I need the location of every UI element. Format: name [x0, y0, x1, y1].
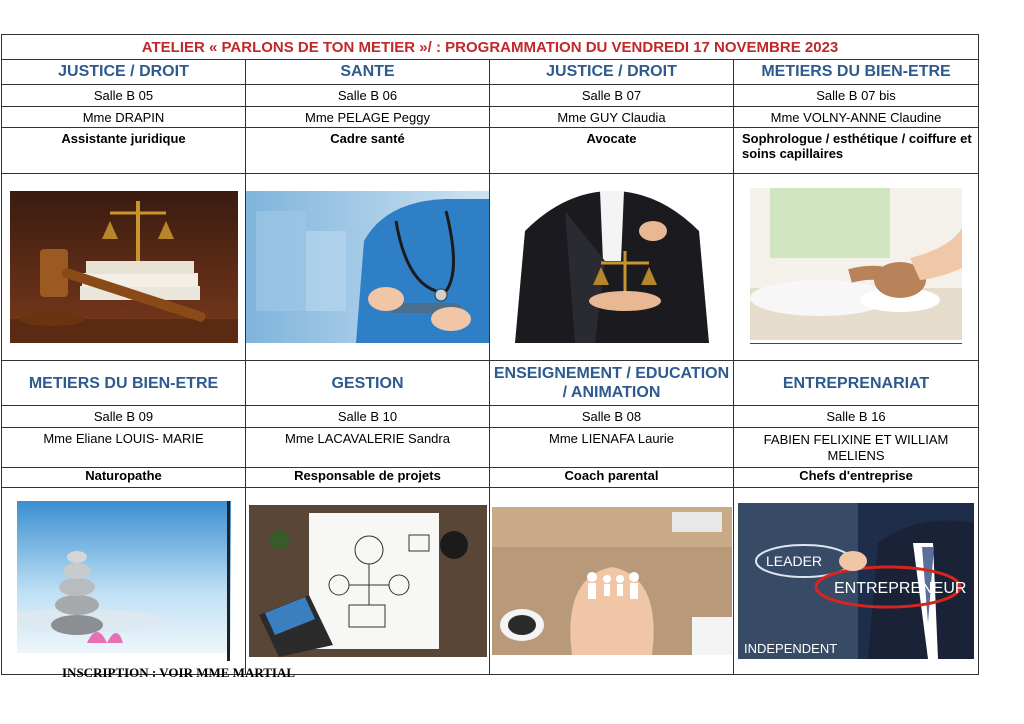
job-title: Responsable de projets	[246, 468, 490, 488]
project-planning-desk-image	[249, 505, 487, 657]
speaker-name: Mme Eliane LOUIS- MARIE	[2, 428, 246, 468]
category-heading: METIERS DU BIEN-ETRE	[734, 60, 979, 85]
leader-text: LEADER	[766, 553, 823, 569]
gavel-scales-books-image	[10, 191, 238, 343]
category-heading: SANTE	[246, 60, 490, 85]
room-label: Salle B 07	[490, 85, 734, 107]
speaker-name: Mme LIENAFA Laurie	[490, 428, 734, 468]
image-cell	[2, 174, 246, 361]
image-cell	[2, 488, 246, 675]
hands-paper-family-image	[492, 507, 732, 655]
job-title: Chefs d'entreprise	[734, 468, 979, 488]
job-title: Coach parental	[490, 468, 734, 488]
speaker-name: Mme VOLNY-ANNE Claudine	[734, 107, 979, 128]
image-cell	[490, 174, 734, 361]
registration-note: INSCRIPTION : VOIR MME MARTIAL	[62, 665, 296, 680]
entrepreneur-image	[738, 503, 974, 659]
room-label: Salle B 07 bis	[734, 85, 979, 107]
job-title: Sophrologue / esthétique / coiffure et soins capillaires	[734, 128, 979, 174]
job-title: Avocate	[490, 128, 734, 174]
speaker-name: Mme LACAVALERIE Sandra	[246, 428, 490, 468]
head-massage-image	[750, 188, 962, 346]
job-title: Cadre santé	[246, 128, 490, 174]
page-title: ATELIER « PARLONS DE TON METIER »/ : PROGRAMMATION DU VENDREDI 17 NOVEMBRE 2023	[2, 35, 979, 60]
category-heading: GESTION	[246, 361, 490, 406]
room-label: Salle B 05	[2, 85, 246, 107]
entrepreneur-text: ENTREPRENEUR	[834, 580, 967, 597]
room-label: Salle B 06	[246, 85, 490, 107]
speaker-name: Mme PELAGE Peggy	[246, 107, 490, 128]
job-title: Naturopathe	[2, 468, 246, 488]
nurse-stethoscope-image	[246, 191, 490, 343]
image-cell	[734, 488, 979, 675]
speaker-name: FABIEN FELIXINE ET WILLIAM MELIENS	[734, 428, 979, 468]
category-heading: JUSTICE / DROIT	[490, 60, 734, 85]
category-heading: METIERS DU BIEN-ETRE	[2, 361, 246, 406]
image-cell	[734, 174, 979, 361]
room-label: Salle B 10	[246, 406, 490, 428]
image-cell	[246, 488, 490, 675]
independent-text: INDEPENDENT	[744, 641, 838, 656]
image-cell	[246, 174, 490, 361]
speaker-name: Mme GUY Claudia	[490, 107, 734, 128]
schedule-table	[1, 34, 979, 675]
category-heading: ENTREPRENARIAT	[734, 361, 979, 406]
image-cell	[490, 488, 734, 675]
room-label: Salle B 09	[2, 406, 246, 428]
lawyer-scales-image	[505, 191, 719, 343]
zen-stones-image	[17, 501, 231, 661]
category-heading: ENSEIGNEMENT / EDUCATION / ANIMATION	[490, 361, 734, 406]
category-heading: JUSTICE / DROIT	[2, 60, 246, 85]
speaker-name: Mme DRAPIN	[2, 107, 246, 128]
room-label: Salle B 08	[490, 406, 734, 428]
job-title: Assistante juridique	[2, 128, 246, 174]
room-label: Salle B 16	[734, 406, 979, 428]
